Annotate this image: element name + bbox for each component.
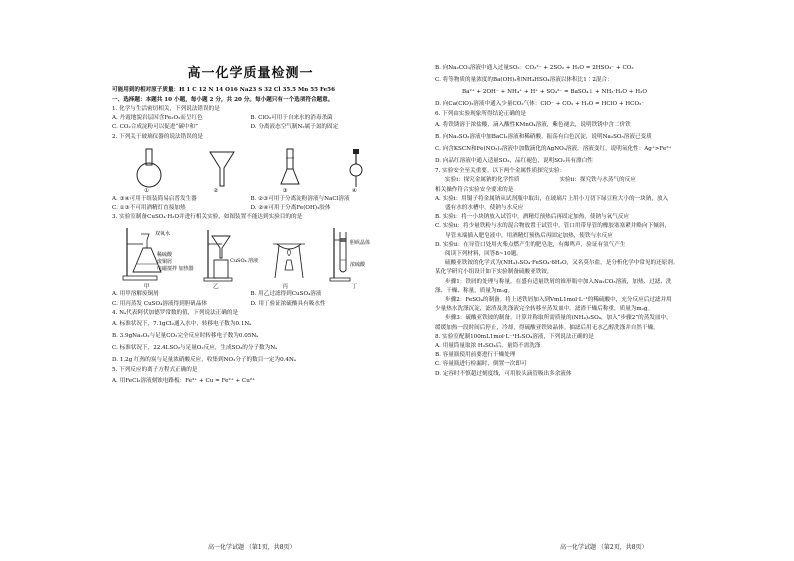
option-b: B. 实验i：将一小块钠放入试管中，酒精灯预热后再固定加热，使钠与氧气反应: [435, 214, 630, 221]
passage-line-3: 步骤1：铁屑的处理与称量。在盛有适量铁屑的锥形瓶中加入Na₂CO₃溶液，加热、过滤、洗: [445, 278, 672, 285]
filtration-setup-icon: [202, 226, 259, 282]
option-a: A. 丹霞地貌岩层因含Fe₂O₃而呈红色: [112, 115, 203, 122]
option-c-cont: 导管末端插入肥皂液中，用酒精灯预热后再固定加热，使铁与水反应: [445, 232, 613, 239]
experiment-2: 实验ii：探究铁与水蒸气的反应: [559, 177, 636, 184]
passage-line-6: 少量热水洗涤沉淀，滤渣及洗涤液完全转移至蒸发皿中。滤渣干燥后称重，质量为m₂g。: [435, 306, 654, 313]
passage-line-2: 某化学研究小组设计如下实验制备硫酸亚铁铵。: [435, 269, 553, 276]
option-c: C. 容量瓶进行检漏时，倒置一次即可: [435, 361, 527, 368]
question-1-options-2: [112, 123, 389, 132]
label-heater: 电磁搅拌 加热器: [157, 266, 194, 273]
page-footer-right: 高一化学试题 （第2页，共8页）: [560, 544, 648, 551]
option-a: A. 用量筒量取浓 H₂SO₄后，量筒不需洗涤: [435, 343, 541, 350]
option-d: D. 分离液态空气制N₂属于氮的固定: [250, 124, 339, 131]
dissolving-setup-icon: [121, 226, 194, 282]
passage-line-4: 涤、干燥、称量，质量为m₁g。: [435, 287, 514, 294]
option-b: B. 向Na₂CO₃溶液中通入过量SO₂：CO₃²⁻ + 2SO₂ + H₂O = 2HSO₃⁻ + CO₂: [435, 65, 634, 71]
label-copper: 废铜屑: [157, 259, 173, 266]
option-b: B. 3.9gNa₂O₂与足量CO₂完全反应时转移电子数为0.05Nₐ: [112, 333, 259, 340]
question-5: 5. 下列反应的离子方程式正确的是: [112, 367, 198, 374]
question-1-options: [112, 114, 389, 123]
option-d: D. 向品红溶液中通入适量SO₂，品红褪色，说明SO₂具有漂白性: [435, 158, 593, 165]
equation: Ba²⁺ + 2OH⁻ + NH₄⁺ + H⁺ + SO₄²⁻ = BaSO₄↓ + NH₃·H₂O + H₂O: [462, 89, 647, 95]
label-3: ③: [282, 187, 288, 194]
option-c: C. CO₂合成淀粉可以促进“碳中和”: [112, 124, 198, 131]
question-3-options-2: [112, 300, 389, 309]
option-c: C. 标准状况下，22.4LSO₂与足量O₂反应，生成SO₃的分子数为Nₐ: [112, 345, 278, 352]
option-b: B. ②③可用于分离淀粉溶液与NaCl溶液: [250, 195, 350, 202]
caption-yi: 乙: [213, 284, 219, 291]
caption-ding: 丁: [351, 284, 358, 291]
option-d: D. 1.2g 红热的炭与足量浓硝酸反应，收集到NO₂分子的数目一定为0.4Nₐ: [112, 357, 297, 364]
funnel-icon: [208, 148, 236, 188]
option-a: A. 用甲溶解废铜屑: [112, 291, 159, 298]
label-4: ④: [351, 187, 357, 194]
lab-apparatus-figure: [112, 224, 389, 282]
option-b: B. 向Na₂SO₃溶液中加BaCl₂溶液和稀硝酸，振荡有白色沉淀，说明Na₂SO₃溶液已变质: [435, 134, 652, 141]
option-c: C. 向含KSCN和Fe(NO₃)₂溶液中加数滴化的AgNO₃溶液，溶液变红，说明氧化性：Ag⁺>Fe³⁺: [435, 146, 672, 153]
label-conc-acid: 浓硫酸: [349, 262, 365, 269]
option-c: C. 用丙蒸发 CuSO₄溶液得到胆矾晶体: [112, 300, 208, 307]
option-c: C. 实验ii：将少量铁粉与水的混合物放置于试管中，管口用带导管的橡胶塞塞紧并略向下倾斜，: [435, 223, 670, 230]
page-footer-left: 高一化学试题 （第1页，共8页）: [208, 544, 296, 551]
option-a-cont: 盛有水的水槽中，使钠与水反应: [445, 205, 524, 212]
question-1: 1. 化学与生活密切相关，下列说法错误的是: [112, 106, 220, 112]
option-d: D. 用丁验证浓硫酸具有吸水性: [250, 300, 326, 307]
question-6: 6. 下列由实验现象所得结论正确的是: [435, 111, 527, 117]
lab-captions: [112, 282, 389, 290]
reading-intro: 阅读下列材料，回答8~10题。: [445, 251, 522, 258]
exam-title: 高一化学质量检测一: [187, 66, 314, 81]
evaporation-setup-icon: [269, 226, 309, 282]
option-d: D. 定容时不慎超过刻度线，可用胶头滴管吸出多余液体: [435, 370, 572, 377]
question-3: 3. 实验室制备CuSO₄·H₂O并进行相关实验，如图装置不能达到实验目的的是: [112, 214, 303, 221]
caption-bing: 丙: [282, 284, 288, 291]
page-right: [397, 0, 794, 561]
glassware-figure: [112, 144, 389, 188]
glassware-numbers: [112, 188, 389, 194]
round-flask-icon: [134, 148, 164, 188]
passage-line-7: 步骤3：硫酸亚铁铵的制备。计算并称取所需质量的(NH₄)₂SO₄，加入“步骤2”的蒸发皿中，: [445, 315, 672, 322]
experiment-1: 实验i：探究金属钠的化学性质: [445, 177, 520, 184]
option-c: C. ①③不可用酒精灯直接加热: [112, 205, 186, 212]
caption-jia: 甲: [143, 284, 150, 291]
label-2: ②: [213, 187, 219, 194]
option-a: A. 用FeCl₃溶液刻蚀电路板：Fe³⁺ + Cu = Fe²⁺ + Cu²⁺: [112, 378, 255, 385]
option-d: D. ②④可用于分离Fe(OH)₃胶体: [250, 205, 331, 212]
volumetric-flask-icon: [279, 148, 301, 188]
passage-line-1: 硫酸亚铁铵的化学式为(NH₄)₂SO₄·FeSO₄·6H₂O，又名莫尔盐，是分析化学中常见的还原剂。: [445, 260, 679, 267]
label-acid: 稀硫酸: [157, 252, 173, 259]
label-1: ①: [144, 187, 150, 194]
test-tube-setup-icon: [328, 226, 380, 282]
question-7-sub: 相关操作符合实验安全要求的是: [435, 186, 514, 193]
option-a: A. 标准状况下，7.1gCl₂通入水中，转移电子数为0.1Nₐ: [112, 321, 252, 328]
option-a: A. ③④可用于组装简易启普发生器: [112, 195, 197, 202]
passage-line-8: 缓缓加热一段时间后停止，冷却，得硫酸亚铁铵晶体。抽滤后用无水乙醇洗涤并自然干燥。: [435, 324, 659, 331]
passage-line-5: 步骤2：FeSO₄的制备。将上述铁屑加入到VmL1mol·L⁻¹的稀硫酸中，充分反应后过滤并用: [445, 297, 672, 304]
label-cuso4: CuSO₄ 溶液: [230, 258, 259, 265]
option-b: B. ClO₂可用于自来水的消毒杀菌: [250, 115, 333, 122]
question-7: 7. 实验安全至关重要。以下两个金属性质探究实验：: [435, 168, 566, 175]
question-2-options: [112, 195, 389, 204]
question-2: 2. 下列关于玻璃仪器的说法错误的是: [112, 133, 204, 140]
label-h2o2: 双氧水: [155, 231, 171, 238]
question-4: 4. Nₐ代表阿伏加德罗常数的值，下列说法正确的是: [112, 309, 239, 316]
experiments: [435, 176, 674, 185]
option-b: B. 容量瓶使用前要进行干燥处理: [435, 352, 516, 359]
option-a: A. 实验i：用镊子将金属钠从试剂瓶中取出，在玻璃片上用小刀切下绿豆粒大小的一块钠，放入: [435, 195, 669, 202]
option-d: D. 向Ca(ClO)₂溶液中通入少量CO₂气体：ClO⁻ + CO₂ + H₂O = HClO + HCO₃⁻: [435, 101, 645, 107]
option-a: A. 将铁锈溶于浓盐酸，滴入酸性KMnO₄溶液，紫色褪去，说明铁锈中含二价铁: [435, 122, 631, 129]
option-b: B. 用乙过滤得到CuSO₄溶液: [250, 291, 322, 298]
question-2-options-2: [112, 204, 389, 213]
question-3-options: [112, 290, 389, 299]
separatory-funnel-icon: [345, 148, 367, 188]
label-crystal: 胆矾晶体: [349, 240, 370, 247]
question-8: 8. 实验室配制100mL1mol·L⁻¹H₂SO₄溶液，下列说法正确的是: [435, 333, 594, 340]
section-heading: 一、选择题：本题共 10 小题，每小题 2 分，共 20 分。每小题只有一个选项符合题意。: [112, 97, 334, 103]
atomic-masses: 可能用到的相对原子质量：H 1 C 12 N 14 O16 Na23 S 32 Cl 35.5 Mn 55 Fe56: [112, 87, 335, 93]
option-d: D. 实验ii：在导管口处用火柴点燃产生的肥皂泡，有爆鸣声，验证有氢气产生: [435, 241, 626, 248]
option-c: C. 将等物质的量浓度的Ba(OH)₂和NH₄HSO₄溶液以体积比1∶2混合：: [435, 77, 613, 83]
